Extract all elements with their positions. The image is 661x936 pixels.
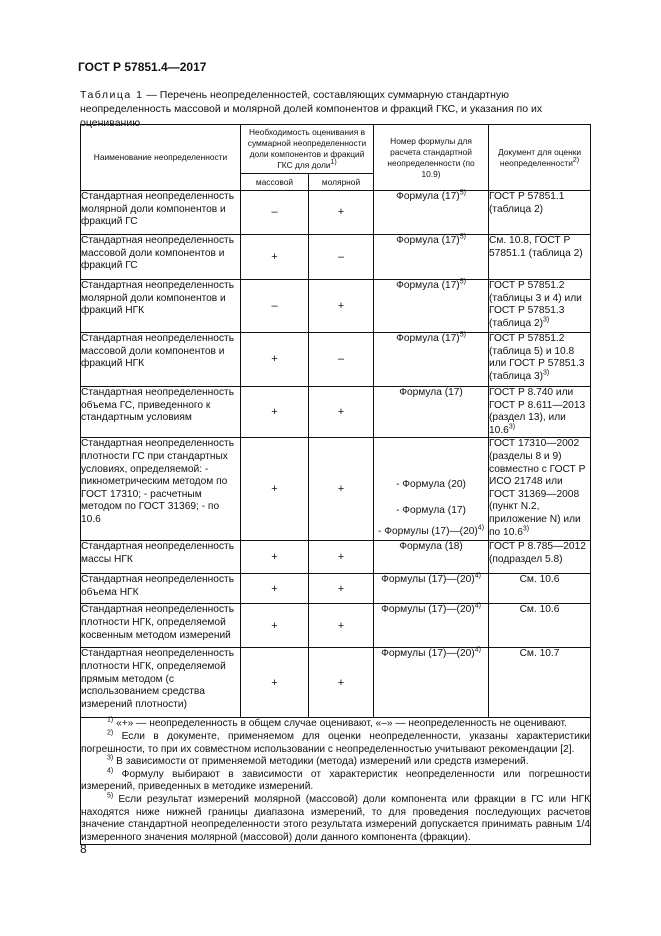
- row-formula: Формула (17): [374, 387, 489, 438]
- table-row: [81, 280, 591, 333]
- table-caption-text: — Перечень неопределенностей, составляющих суммарную стандартную неопределенность массовой и молярной долей компонентов и фракций ГКС, и указания по их оцениванию: [80, 89, 543, 129]
- row-molar: +: [309, 387, 374, 438]
- row-name: Стандартная неопределенность массы НГК: [81, 541, 241, 574]
- row-mass: +: [241, 333, 309, 387]
- row-molar: +: [309, 574, 374, 604]
- page-number: 8: [80, 842, 87, 856]
- row-formula: Формула $(17)^{5)}$: [374, 280, 489, 333]
- row-formula: Формулы $(17)—(20)^{4)}$: [374, 604, 489, 648]
- row-doc: ГОСТ Р 57851.2 (таблица 5) и 10.8 или ГОСТ Р 57851.3 (таблица 3)$^{3)}$: [489, 333, 591, 387]
- footnote: $^{1)}$ «+» — неопределенность в общем случае оценивают, «–» — неопределенность не оценивают.: [107, 716, 567, 730]
- table-row: [81, 604, 591, 648]
- footnote: $^{4)}$ Формулу выбирают в зависимости от характеристик неопределенности или погрешности измерений, приведенных в методике измерений.: [81, 767, 591, 793]
- row-formula: Формула $(17)^{5)}$: [374, 235, 489, 280]
- row-formula-b: - Формула (17): [396, 504, 466, 516]
- row-mass: +: [241, 235, 309, 280]
- row-formula: Формула $(17)^{5)}$: [374, 333, 489, 387]
- row-doc: ГОСТ Р 8.785—2012 (подраздел 5.8): [489, 541, 591, 574]
- row-name: Стандартная неопределенность плотности НГК, определяемой прямым методом (с использованием средства измерений плотности): [81, 648, 241, 718]
- footnote: $^{2)}$ Если в документе, применяемом для оценки неопределенности, указаны характеристики погрешности, то при их совместном использовании с неопределенностью учитывают рекомендации [2].: [81, 729, 591, 755]
- table-header-row: [81, 125, 591, 174]
- row-name: Стандартная неопределенность молярной доли компонентов и фракций ГС: [81, 191, 241, 235]
- row-mass: +: [241, 574, 309, 604]
- row-doc: ГОСТ Р 57851.1 (таблица 2): [489, 191, 591, 235]
- row-name: Стандартная неопределенность массовой доли компонентов и фракций НГК: [81, 333, 241, 387]
- row-molar: –: [309, 235, 374, 280]
- table-row: [81, 235, 591, 280]
- row-molar: +: [309, 191, 374, 235]
- row-name: Стандартная неопределенность плотности ГС при стандартных условиях, определяемой: - пикнометрическим методом по ГОСТ 17310; - расчетным методом по ГОСТ 31369; - по 10.6: [81, 438, 241, 541]
- row-formula: Формулы $(17)—(20)^{4)}$: [374, 648, 489, 718]
- row-mass: +: [241, 604, 309, 648]
- table-row: [81, 191, 591, 235]
- col-header-name: Наименование неопределенности: [81, 125, 241, 191]
- row-name: Стандартная неопределенность плотности НГК, определяемой косвенным методом измерений: [81, 604, 241, 648]
- row-doc: См. 10.6: [489, 604, 591, 648]
- table-row: [81, 333, 591, 387]
- row-molar: +: [309, 604, 374, 648]
- uncertainty-table: [80, 124, 591, 845]
- row-doc: ГОСТ 17310—2002 (разделы 8 и 9) совместно с ГОСТ Р ИСО 21748 или ГОСТ 31369—2008 (пункт N.2, приложение N) или по 10.6$^{3)}$: [489, 438, 591, 541]
- row-doc: ГОСТ Р 57851.2 (таблицы 3 и 4) или ГОСТ Р 57851.3 (таблица 2)$^{3)}$: [489, 280, 591, 333]
- row-mass: –: [241, 191, 309, 235]
- col-header-molar: молярной: [309, 174, 374, 191]
- row-molar: –: [309, 333, 374, 387]
- row-molar: +: [309, 541, 374, 574]
- row-formula-c: - Формулы $(17)—(20)^{4)}$: [377, 524, 485, 537]
- row-doc: ГОСТ Р 8.740 или ГОСТ Р 8.611—2013 (раздел 13), или 10.6$^{3)}$: [489, 387, 591, 438]
- document-header: ГОСТ Р 57851.4—2017: [78, 60, 207, 74]
- row-molar: +: [309, 438, 374, 541]
- col-header-mass: массовой: [241, 174, 309, 191]
- table-row: [81, 574, 591, 604]
- row-mass: +: [241, 541, 309, 574]
- footnote: $^{3)}$ В зависимости от применяемой методики (метода) измерений или средств измерений.: [107, 754, 529, 768]
- table-row: [81, 438, 591, 541]
- row-doc: См. 10.6: [489, 574, 591, 604]
- row-mass: +: [241, 387, 309, 438]
- table-notes: [81, 718, 591, 845]
- footnote: $^{5)}$ Если результат измерений молярной (массовой) доли компонента или фракции в ГС или НГК находятся ниже нижней границы диапазона измерений, то для проведения последующих расчетов значение стандартной неопределенности этого результата измерений допускается принимать равным 1/4 измеренного значения молярной (массовой) доли данного компонента (фракции).: [81, 792, 591, 843]
- row-mass: –: [241, 280, 309, 333]
- row-name: Стандартная неопределенность объема ГС, приведенного к стандартным условиям: [81, 387, 241, 438]
- col-header-necessity: Необходимость оценивания в суммарной неопределенности доли компонентов и фракций ГКС для доли$^{1)}$: [241, 125, 374, 174]
- table-row: [81, 541, 591, 574]
- table-row: [81, 387, 591, 438]
- col-header-formula: Номер формулы для расчета стандартной неопределенности (по 10.9): [374, 125, 489, 191]
- row-formula: Формулы $(17)—(20)^{4)}$: [374, 574, 489, 604]
- row-mass: +: [241, 648, 309, 718]
- row-doc: См. 10.7: [489, 648, 591, 718]
- row-molar: +: [309, 280, 374, 333]
- row-name: Стандартная неопределенность объема НГК: [81, 574, 241, 604]
- row-mass: +: [241, 438, 309, 541]
- table-notes-row: [81, 718, 591, 845]
- col-header-doc: Документ для оценки неопределенности$^{2)}$: [489, 125, 591, 191]
- table-caption-label: Таблица 1: [80, 89, 144, 101]
- row-name: Стандартная неопределенность молярной доли компонентов и фракций НГК: [81, 280, 241, 333]
- row-name: Стандартная неопределенность массовой доли компонентов и фракций ГС: [81, 235, 241, 280]
- row-formula: [374, 438, 489, 541]
- row-formula: Формула (18): [374, 541, 489, 574]
- row-formula: Формула $(17)^{5)}$: [374, 191, 489, 235]
- table-row: [81, 648, 591, 718]
- row-formula-a: - Формула (20): [396, 479, 466, 491]
- row-doc: См. 10.8, ГОСТ Р 57851.1 (таблица 2): [489, 235, 591, 280]
- row-molar: +: [309, 648, 374, 718]
